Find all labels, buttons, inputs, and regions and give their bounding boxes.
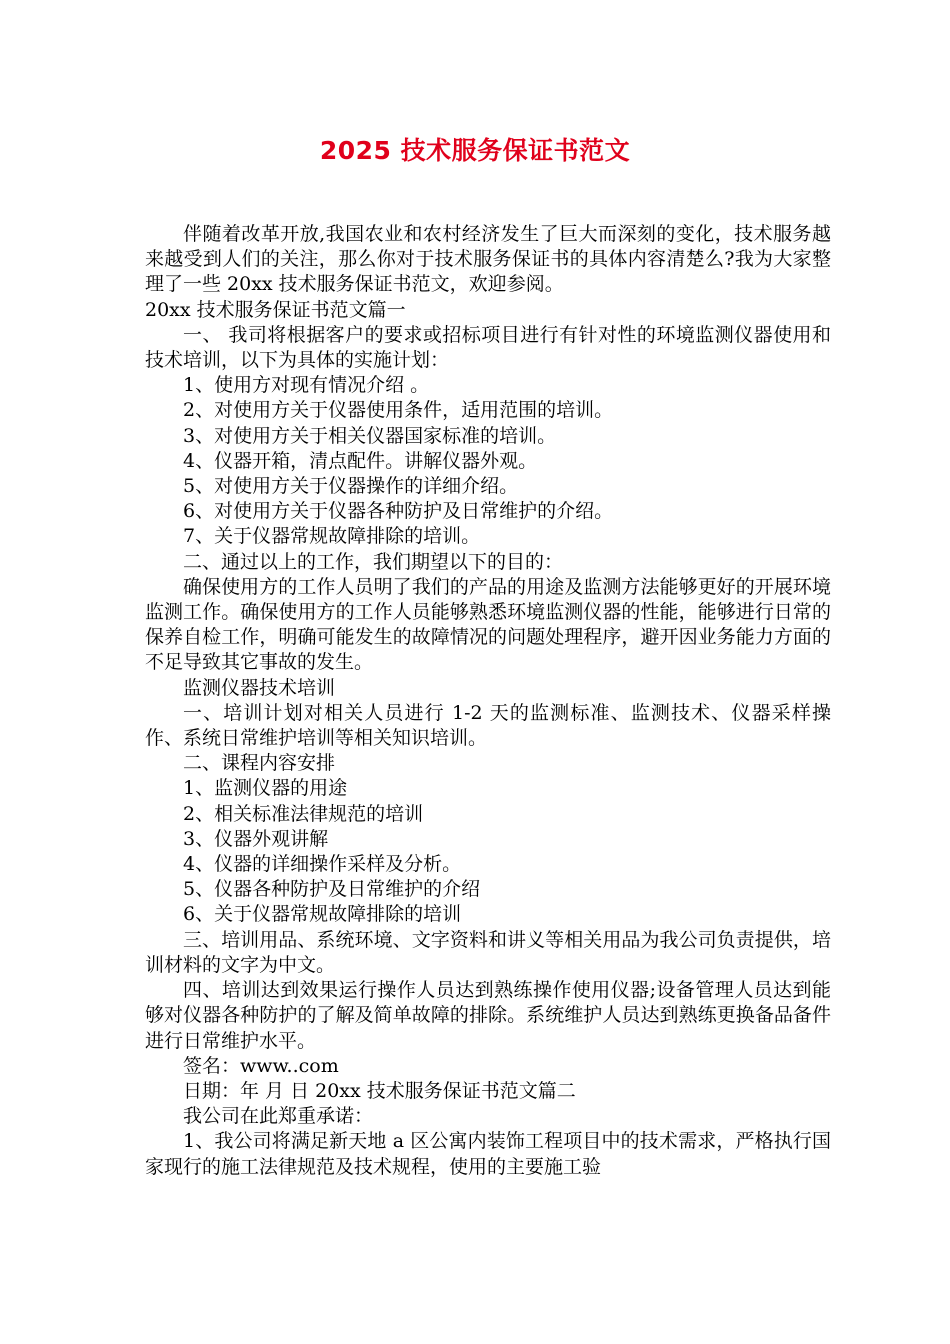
paragraph: 日期：年 月 日 20xx 技术服务保证书范文篇二 [183,1079,576,1102]
paragraph: 1、我公司将满足新天地 a 区公寓内装饰工程项目中的技术需求，严格执行国家现行的施工法律规范及技术规程，使用的主要施工验 [145,1130,831,1178]
paragraph: 5、仪器各种防护及日常维护的介绍 [183,878,481,901]
paragraph: 7、关于仪器常规故障排除的培训。 [183,525,481,548]
paragraph: 5、对使用方关于仪器操作的详细介绍。 [183,475,519,498]
paragraph: 确保使用方的工作人员明了我们的产品的用途及监测方法能够更好的开展环境监测工作。确保使用方的工作人员能够熟悉环境监测仪器的性能，能够进行日常的保养自检工作，明确可能发生的故障情况的问题处理程序，避开因业务能力方面的不足导致其它事故的发生。 [145,575,831,674]
paragraph: 2、对使用方关于仪器使用条件，适用范围的培训。 [183,399,614,422]
document-title: 2025 技术服务保证书范文 [319,136,631,165]
document-body [145,222,831,1180]
paragraph: 1、监测仪器的用途 [183,777,348,800]
paragraph: 二、通过以上的工作，我们期望以下的目的： [183,550,564,573]
paragraph: 3、对使用方关于相关仪器国家标准的培训。 [183,424,557,447]
paragraph: 签名：www..com [183,1054,339,1077]
paragraph: 1、使用方对现有情况介绍 。 [183,374,430,397]
paragraph: 伴随着改革开放,我国农业和农村经济发生了巨大而深刻的变化，技术服务越来越受到人们的关注，那么你对于技术服务保证书的具体内容清楚么?我为大家整理了一些 20xx 技术服务保证书范文，欢迎参阅。 [145,223,831,296]
paragraph: 一、培训计划对相关人员进行 1-2 天的监测标准、监测技术、仪器采样操作、系统日常维护培训等相关知识培训。 [145,701,831,750]
paragraph: 二、课程内容安排 [183,752,336,775]
paragraph: 我公司在此郑重承诺： [183,1105,374,1128]
paragraph: 3、仪器外观讲解 [183,827,329,850]
paragraph: 4、仪器开箱，清点配件。讲解仪器外观。 [183,449,538,472]
paragraph: 20xx 技术服务保证书范文篇一 [145,298,406,321]
paragraph: 2、相关标准法律规范的培训 [183,802,424,825]
paragraph: 6、关于仪器常规故障排除的培训 [183,903,462,926]
paragraph: 监测仪器技术培训 [183,676,336,699]
paragraph: 一、 我司将根据客户的要求或招标项目进行有针对性的环境监测仪器使用和技术培训，以下为具体的实施计划： [145,323,831,372]
paragraph: 三、培训用品、系统环境、文字资料和讲义等相关用品为我公司负责提供，培训材料的文字为中文。 [145,928,831,976]
paragraph: 4、仪器的详细操作采样及分析。 [183,853,462,876]
paragraph: 6、对使用方关于仪器各种防护及日常维护的介绍。 [183,500,614,523]
paragraph: 四、培训达到效果运行操作人员达到熟练操作使用仪器;设备管理人员达到能够对仪器各种防护的了解及简单故障的排除。系统维护人员达到熟练更换备品备件进行日常维护水平。 [145,979,831,1052]
